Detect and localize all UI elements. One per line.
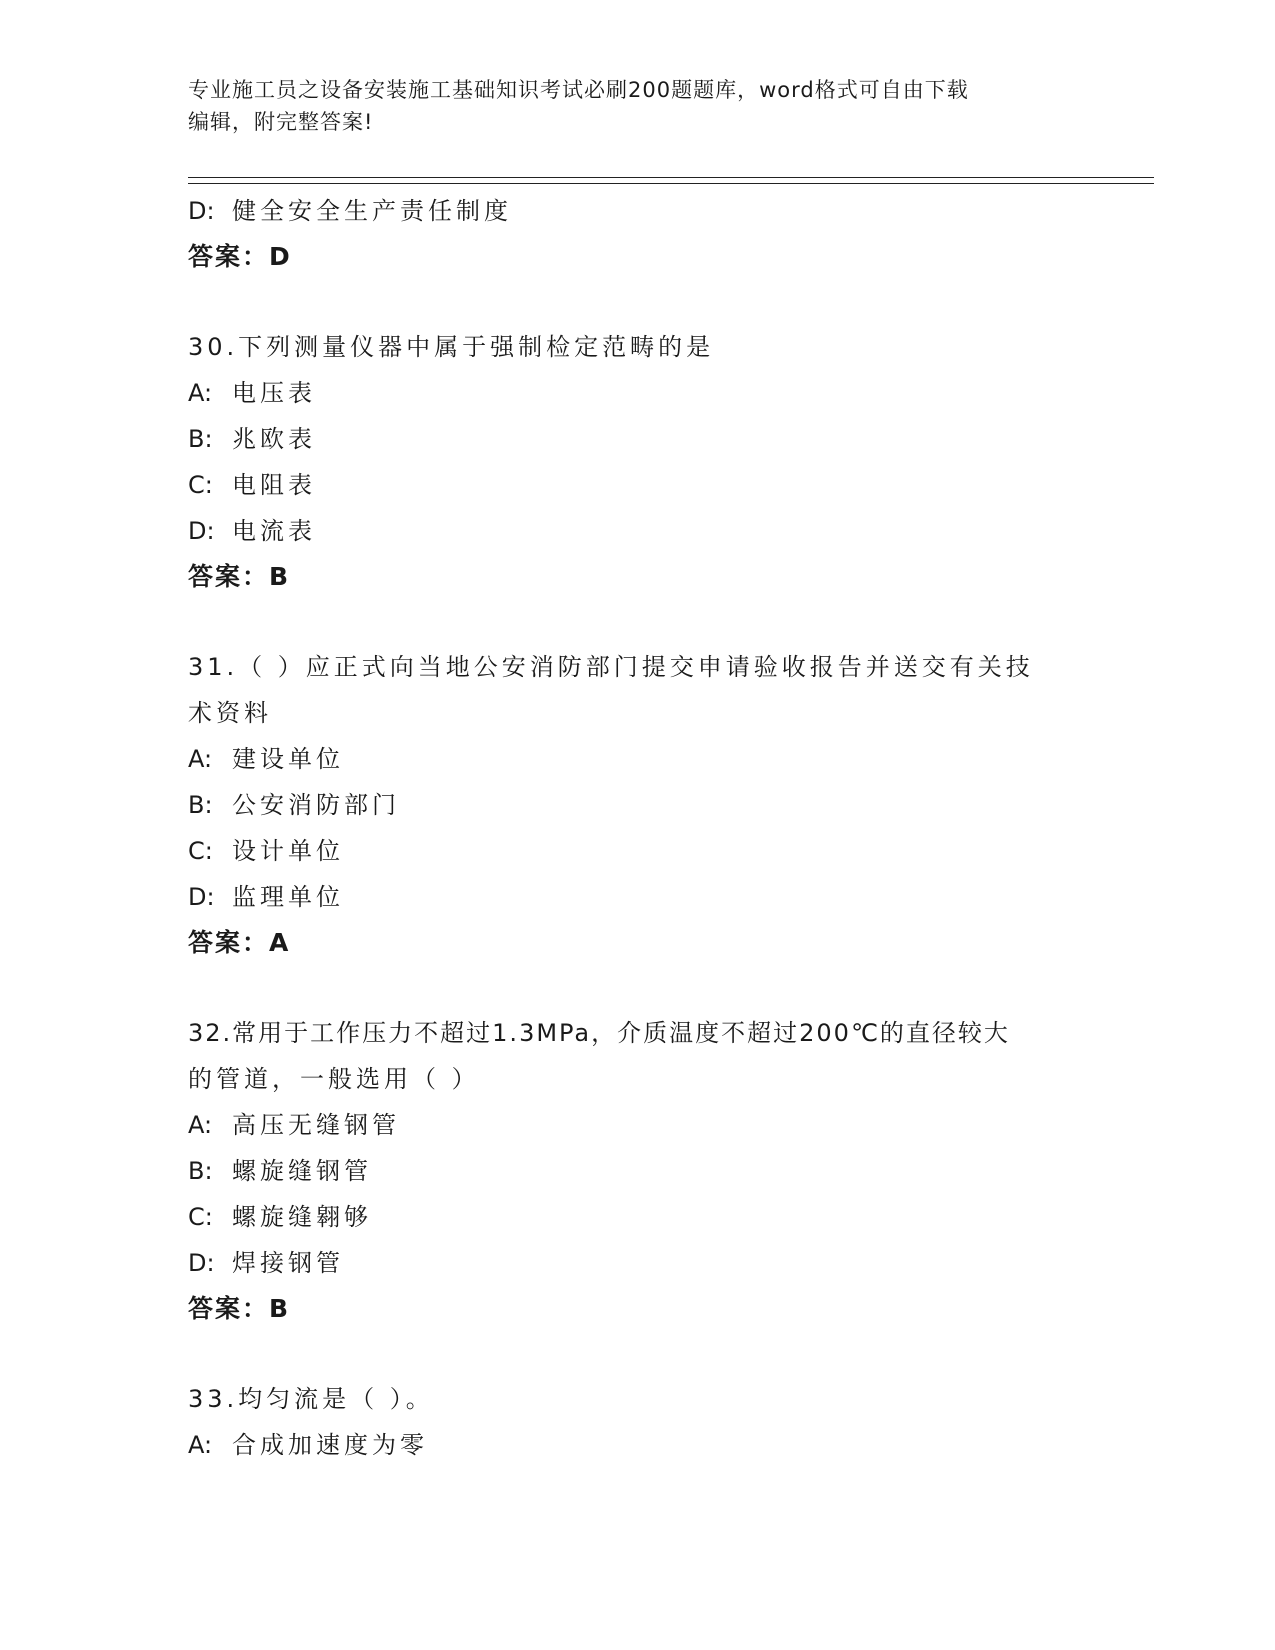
option-text: 电流表 (232, 517, 316, 545)
option-key: A: (188, 1111, 213, 1139)
option-text: 公安消防部门 (232, 791, 400, 819)
option-b (188, 416, 1088, 462)
option-b (188, 782, 1088, 828)
option-d (188, 1240, 1088, 1286)
option-a (188, 370, 1088, 416)
option-key: C: (188, 471, 213, 499)
option-text: 焊接钢管 (232, 1249, 344, 1277)
question-stem-continued: 术资料 (188, 699, 272, 727)
option-key: D: (188, 883, 215, 911)
option-key: B: (188, 1157, 213, 1185)
option-text: 螺旋缝翱够 (232, 1203, 372, 1231)
option-text: 健全安全生产责任制度 (232, 197, 512, 225)
header-rule-top (188, 177, 1154, 178)
spacer (188, 1332, 1088, 1376)
option-a (188, 1422, 1088, 1468)
option-text: 合成加速度为零 (232, 1431, 428, 1459)
option-key: A: (188, 379, 213, 407)
answer: 答案：D (188, 242, 292, 271)
question-stem: 33.均匀流是（ ）。 (188, 1385, 434, 1413)
question-stem: 32.常用于工作压力不超过1.3MPa，介质温度不超过200℃的直径较大 (188, 1019, 1010, 1047)
option-key: D: (188, 197, 215, 225)
question-stem: 31.（ ）应正式向当地公安消防部门提交申请验收报告并送交有关技 (188, 653, 1034, 681)
option-text: 电压表 (232, 379, 316, 407)
option-text: 电阻表 (232, 471, 316, 499)
answer: 答案：B (188, 562, 291, 591)
option-b (188, 1148, 1088, 1194)
option-a (188, 736, 1088, 782)
option-c (188, 1194, 1088, 1240)
option-d (188, 874, 1088, 920)
option-key: A: (188, 1431, 213, 1459)
option-text: 设计单位 (232, 837, 344, 865)
option-c (188, 828, 1088, 874)
option-text: 监理单位 (232, 883, 344, 911)
option-key: B: (188, 791, 213, 819)
option-key: D: (188, 1249, 215, 1277)
option-key: C: (188, 837, 213, 865)
question-stem-continued: 的管道，一般选用（ ） (188, 1065, 480, 1093)
option-d (188, 508, 1088, 554)
question-stem: 30.下列测量仪器中属于强制检定范畴的是 (188, 333, 715, 361)
answer: 答案：B (188, 1294, 291, 1323)
option-text: 高压无缝钢管 (232, 1111, 400, 1139)
option-c (188, 462, 1088, 508)
document-header (188, 74, 1088, 138)
header-line-1: 专业施工员之设备安装施工基础知识考试必刷200题题库，word格式可自由下载 (188, 78, 969, 102)
option-key: A: (188, 745, 213, 773)
answer: 答案：A (188, 928, 291, 957)
option-text: 兆欧表 (232, 425, 316, 453)
header-line-2: 编辑，附完整答案! (188, 110, 374, 134)
question-list (188, 188, 1088, 1468)
spacer (188, 600, 1088, 644)
spacer (188, 280, 1088, 324)
option-key: C: (188, 1203, 213, 1231)
option-a (188, 1102, 1088, 1148)
option-key: B: (188, 425, 213, 453)
option-text: 建设单位 (232, 745, 344, 773)
option-text: 螺旋缝钢管 (232, 1157, 372, 1185)
header-rule-bottom (188, 183, 1154, 184)
option-d (188, 188, 1088, 234)
option-key: D: (188, 517, 215, 545)
spacer (188, 966, 1088, 1010)
